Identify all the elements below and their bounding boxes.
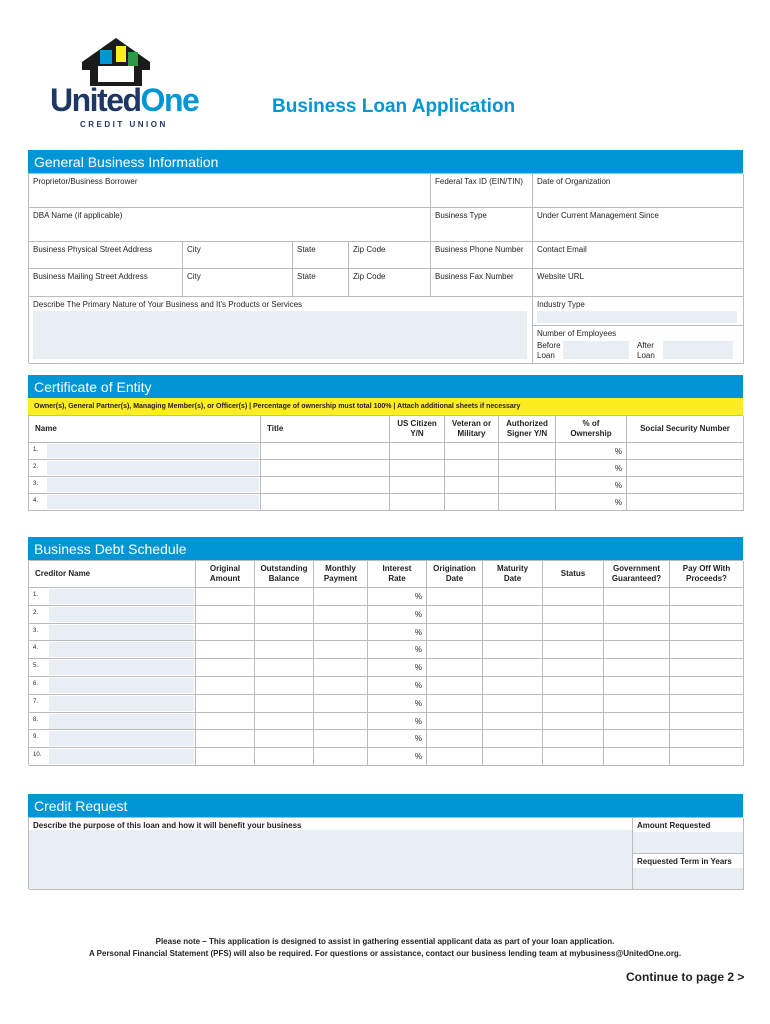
entity-cell[interactable] — [261, 460, 390, 477]
row-number: 3. — [33, 627, 39, 634]
debt-cell[interactable] — [543, 641, 604, 659]
debt-cell[interactable] — [604, 659, 670, 677]
debt-col-header: Maturity Date — [483, 561, 543, 588]
entity-note: Owner(s), General Partner(s), Managing Member(s), or Officer(s) | Percentage of ownership must total 100% | Attach additional sheets if necessary — [28, 398, 743, 415]
entity-cell[interactable] — [445, 460, 499, 477]
debt-cell[interactable] — [196, 588, 255, 606]
debt-cell[interactable] — [670, 713, 744, 731]
row-number: 9. — [33, 734, 39, 741]
row-number: 7. — [33, 698, 39, 705]
entity-cell[interactable] — [261, 443, 390, 460]
debt-col-header: Origination Date — [427, 561, 483, 588]
footer-note-line2: A Personal Financial Statement (PFS) will also be required. For questions or assistance, contact our business lending team at mybusiness@UnitedOne.org. — [88, 949, 682, 958]
percent-sign: % — [414, 645, 422, 655]
physical-city-field[interactable]: City — [183, 242, 293, 269]
debt-cell[interactable] — [427, 730, 483, 748]
debt-cell[interactable] — [29, 659, 196, 677]
business-description-field[interactable]: Describe The Primary Nature of Your Business and It's Products or Services — [29, 297, 533, 364]
row-number: 10. — [33, 752, 42, 759]
creditor-name-input[interactable] — [49, 642, 194, 657]
entity-col-header: Veteran or Military — [445, 416, 499, 443]
debt-cell[interactable] — [314, 624, 368, 642]
debt-cell[interactable] — [314, 730, 368, 748]
employees-before-label: Before Loan — [537, 341, 561, 361]
creditor-name-input[interactable] — [49, 696, 194, 711]
debt-col-header: Monthly Payment — [314, 561, 368, 588]
creditor-name-input[interactable] — [49, 607, 194, 622]
debt-cell[interactable] — [483, 730, 543, 748]
debt-cell[interactable] — [483, 677, 543, 695]
creditor-name-input[interactable] — [49, 714, 194, 729]
entity-cell[interactable] — [627, 460, 744, 477]
entity-cell[interactable] — [445, 477, 499, 494]
debt-cell[interactable] — [604, 624, 670, 642]
debt-cell[interactable] — [29, 695, 196, 713]
logo-house-icon — [76, 36, 156, 88]
debt-cell[interactable] — [427, 695, 483, 713]
debt-cell[interactable] — [427, 659, 483, 677]
debt-cell[interactable] — [604, 677, 670, 695]
debt-cell[interactable] — [29, 677, 196, 695]
logo-subtitle: CREDIT UNION — [80, 120, 168, 129]
debt-cell[interactable] — [604, 695, 670, 713]
debt-cell[interactable] — [255, 695, 314, 713]
debt-cell[interactable] — [368, 748, 427, 766]
debt-cell[interactable] — [543, 624, 604, 642]
debt-cell[interactable] — [29, 641, 196, 659]
percent-sign: % — [414, 734, 422, 744]
debt-cell[interactable] — [483, 659, 543, 677]
entity-cell[interactable] — [29, 460, 261, 477]
debt-table — [28, 560, 743, 765]
debt-cell[interactable] — [368, 659, 427, 677]
entity-cell[interactable] — [556, 443, 627, 460]
debt-cell[interactable] — [314, 695, 368, 713]
mailing-address-field[interactable]: Business Mailing Street Address — [29, 269, 183, 297]
debt-cell[interactable] — [255, 730, 314, 748]
percent-sign: % — [614, 447, 622, 456]
under-management-field[interactable]: Under Current Management Since — [533, 208, 744, 242]
debt-cell[interactable] — [196, 624, 255, 642]
row-number: 4. — [33, 645, 39, 652]
debt-col-header: Outstanding Balance — [255, 561, 314, 588]
entity-cell[interactable] — [499, 477, 556, 494]
debt-cell[interactable] — [543, 748, 604, 766]
entity-col-header: US Citizen Y/N — [390, 416, 445, 443]
employees-after-label: After Loan — [637, 341, 655, 361]
entity-cell[interactable] — [29, 443, 261, 460]
debt-cell[interactable] — [604, 713, 670, 731]
debt-cell[interactable] — [604, 748, 670, 766]
mailing-city-field[interactable]: City — [183, 269, 293, 297]
entity-cell[interactable] — [261, 477, 390, 494]
percent-sign: % — [614, 464, 622, 473]
debt-cell[interactable] — [196, 695, 255, 713]
row-number: 8. — [33, 716, 39, 723]
continue-button[interactable]: Continue to page 2 > — [626, 970, 745, 984]
debt-cell[interactable] — [543, 677, 604, 695]
percent-sign: % — [414, 663, 422, 673]
debt-cell[interactable] — [314, 588, 368, 606]
row-number: 6. — [33, 681, 39, 687]
debt-cell[interactable] — [29, 748, 196, 766]
debt-col-header: Interest Rate — [368, 561, 427, 588]
debt-cell[interactable] — [314, 748, 368, 766]
debt-cell[interactable] — [543, 659, 604, 677]
entity-col-header: Name — [29, 416, 261, 443]
entity-cell[interactable] — [627, 494, 744, 511]
section-general-heading: General Business Information — [28, 150, 743, 173]
debt-cell[interactable] — [368, 588, 427, 606]
amount-requested-field[interactable]: Amount Requested — [633, 818, 744, 854]
percent-sign: % — [414, 716, 422, 726]
percent-sign: % — [414, 592, 422, 601]
debt-cell[interactable] — [314, 713, 368, 731]
debt-cell[interactable] — [670, 695, 744, 713]
entity-cell[interactable] — [29, 477, 261, 494]
entity-cell[interactable] — [445, 494, 499, 511]
debt-cell[interactable] — [483, 748, 543, 766]
row-number: 1. — [33, 447, 39, 453]
tax-id-field[interactable]: Federal Tax ID (EIN/TIN) — [431, 174, 533, 208]
entity-name-input[interactable] — [47, 444, 259, 458]
entity-cell[interactable] — [499, 443, 556, 460]
percent-sign: % — [414, 752, 422, 762]
debt-col-header: Creditor Name — [29, 561, 196, 588]
creditor-name-input[interactable] — [49, 731, 194, 746]
debt-cell[interactable] — [427, 641, 483, 659]
debt-cell[interactable] — [196, 641, 255, 659]
physical-address-field[interactable]: Business Physical Street Address — [29, 242, 183, 269]
row-number: 5. — [33, 663, 39, 670]
debt-cell[interactable] — [543, 588, 604, 606]
mailing-zip-field[interactable]: Zip Code — [349, 269, 431, 297]
debt-cell[interactable] — [368, 695, 427, 713]
debt-cell[interactable] — [670, 659, 744, 677]
debt-cell[interactable] — [314, 641, 368, 659]
percent-sign: % — [414, 609, 422, 619]
logo-wordmark: UnitedOne — [50, 82, 199, 118]
debt-cell[interactable] — [196, 677, 255, 695]
debt-cell[interactable] — [427, 677, 483, 695]
debt-cell[interactable] — [29, 606, 196, 624]
debt-cell[interactable] — [314, 677, 368, 695]
debt-cell[interactable] — [604, 641, 670, 659]
debt-cell[interactable] — [543, 606, 604, 624]
debt-cell[interactable] — [368, 713, 427, 731]
debt-cell[interactable] — [483, 695, 543, 713]
debt-cell[interactable] — [483, 713, 543, 731]
entity-name-input[interactable] — [47, 461, 259, 475]
physical-state-field[interactable]: State — [293, 242, 349, 269]
entity-cell[interactable] — [390, 460, 445, 477]
debt-cell[interactable] — [368, 677, 427, 695]
debt-cell[interactable] — [427, 713, 483, 731]
debt-cell[interactable] — [255, 588, 314, 606]
page-title: Business Loan Application — [272, 96, 516, 117]
entity-col-header: Authorized Signer Y/N — [499, 416, 556, 443]
industry-type-field[interactable]: Industry Type — [533, 297, 744, 326]
loan-purpose-field[interactable]: Describe the purpose of this loan and how it will benefit your business — [29, 818, 633, 890]
employees-after-input[interactable] — [663, 341, 733, 359]
email-field[interactable]: Contact Email — [533, 242, 744, 269]
debt-cell[interactable] — [196, 659, 255, 677]
entity-cell[interactable] — [627, 443, 744, 460]
debt-cell[interactable] — [543, 695, 604, 713]
debt-cell[interactable] — [427, 748, 483, 766]
proprietor-field[interactable]: Proprietor/Business Borrower — [29, 174, 431, 208]
debt-cell[interactable] — [255, 713, 314, 731]
debt-cell[interactable] — [604, 730, 670, 748]
requested-term-field[interactable]: Requested Term in Years — [633, 854, 744, 890]
entity-col-header: % of Ownership — [556, 416, 627, 443]
fax-field[interactable]: Business Fax Number — [431, 269, 533, 297]
debt-cell[interactable] — [483, 641, 543, 659]
date-organization-field[interactable]: Date of Organization — [533, 174, 744, 208]
debt-col-header: Status — [543, 561, 604, 588]
percent-sign: % — [414, 681, 422, 690]
row-number: 4. — [33, 498, 39, 504]
debt-cell[interactable] — [670, 624, 744, 642]
creditor-name-input[interactable] — [49, 660, 194, 675]
footer-note-line1: Please note – This application is designed to assist in gathering essential applicant data as part of your loan application. — [155, 937, 615, 946]
employees-field: Number of Employees Before Loan After Loan — [533, 326, 744, 364]
entity-cell[interactable] — [445, 443, 499, 460]
physical-zip-field[interactable]: Zip Code — [349, 242, 431, 269]
entity-cell[interactable] — [390, 477, 445, 494]
debt-cell[interactable] — [29, 624, 196, 642]
debt-cell[interactable] — [196, 606, 255, 624]
debt-cell[interactable] — [368, 606, 427, 624]
debt-cell[interactable] — [368, 624, 427, 642]
section-debt-heading: Business Debt Schedule — [28, 537, 743, 560]
entity-cell[interactable] — [499, 460, 556, 477]
employees-before-input[interactable] — [563, 341, 629, 359]
percent-sign: % — [414, 627, 422, 637]
debt-cell[interactable] — [670, 641, 744, 659]
entity-cell[interactable] — [390, 443, 445, 460]
entity-cell[interactable] — [556, 460, 627, 477]
debt-cell[interactable] — [670, 730, 744, 748]
debt-cell[interactable] — [255, 624, 314, 642]
debt-cell[interactable] — [255, 606, 314, 624]
debt-cell[interactable] — [604, 606, 670, 624]
debt-cell[interactable] — [255, 641, 314, 659]
debt-cell[interactable] — [427, 606, 483, 624]
entity-cell[interactable] — [261, 494, 390, 511]
debt-cell[interactable] — [29, 588, 196, 606]
percent-sign: % — [614, 498, 622, 507]
debt-cell[interactable] — [543, 713, 604, 731]
phone-field[interactable]: Business Phone Number — [431, 242, 533, 269]
debt-cell[interactable] — [670, 606, 744, 624]
entity-cell[interactable] — [556, 494, 627, 511]
website-field[interactable]: Website URL — [533, 269, 744, 297]
debt-cell[interactable] — [670, 677, 744, 695]
debt-cell[interactable] — [255, 677, 314, 695]
section-credit-heading: Credit Request — [28, 794, 743, 817]
debt-cell[interactable] — [196, 730, 255, 748]
debt-cell[interactable] — [427, 588, 483, 606]
debt-cell[interactable] — [314, 606, 368, 624]
entity-cell[interactable] — [556, 477, 627, 494]
creditor-name-input[interactable] — [49, 625, 194, 640]
business-type-field[interactable]: Business Type — [431, 208, 533, 242]
percent-sign: % — [614, 481, 622, 490]
entity-cell[interactable] — [29, 494, 261, 511]
mailing-state-field[interactable]: State — [293, 269, 349, 297]
row-number: 3. — [33, 481, 39, 487]
entity-table — [28, 415, 743, 511]
debt-col-header: Original Amount — [196, 561, 255, 588]
debt-cell[interactable] — [255, 659, 314, 677]
debt-cell[interactable] — [483, 624, 543, 642]
debt-cell[interactable] — [670, 588, 744, 606]
debt-cell[interactable] — [255, 748, 314, 766]
debt-cell[interactable] — [196, 748, 255, 766]
row-number: 2. — [33, 464, 39, 470]
debt-cell[interactable] — [543, 730, 604, 748]
creditor-name-input[interactable] — [49, 749, 194, 764]
percent-sign: % — [414, 698, 422, 708]
debt-col-header: Government Guaranteed? — [604, 561, 670, 588]
debt-cell[interactable] — [314, 659, 368, 677]
debt-cell[interactable] — [29, 713, 196, 731]
row-number: 1. — [33, 592, 39, 598]
entity-cell[interactable] — [499, 494, 556, 511]
debt-col-header: Pay Off With Proceeds? — [670, 561, 744, 588]
creditor-name-input[interactable] — [49, 678, 194, 693]
section-entity-heading: Certificate of Entity — [28, 375, 743, 398]
entity-cell[interactable] — [390, 494, 445, 511]
credit-request-grid — [28, 817, 743, 889]
entity-name-input[interactable] — [47, 495, 259, 509]
debt-cell[interactable] — [427, 624, 483, 642]
entity-col-header: Title — [261, 416, 390, 443]
debt-cell[interactable] — [368, 730, 427, 748]
debt-cell[interactable] — [483, 588, 543, 606]
debt-cell[interactable] — [483, 606, 543, 624]
general-info-grid — [28, 173, 743, 363]
debt-cell[interactable] — [29, 730, 196, 748]
entity-col-header: Social Security Number — [627, 416, 744, 443]
debt-cell[interactable] — [670, 748, 744, 766]
debt-cell[interactable] — [604, 588, 670, 606]
debt-cell[interactable] — [196, 713, 255, 731]
debt-cell[interactable] — [368, 641, 427, 659]
row-number: 2. — [33, 609, 39, 616]
entity-cell[interactable] — [627, 477, 744, 494]
dba-field[interactable]: DBA Name (if applicable) — [29, 208, 431, 242]
entity-name-input[interactable] — [47, 478, 259, 492]
creditor-name-input[interactable] — [49, 589, 194, 604]
